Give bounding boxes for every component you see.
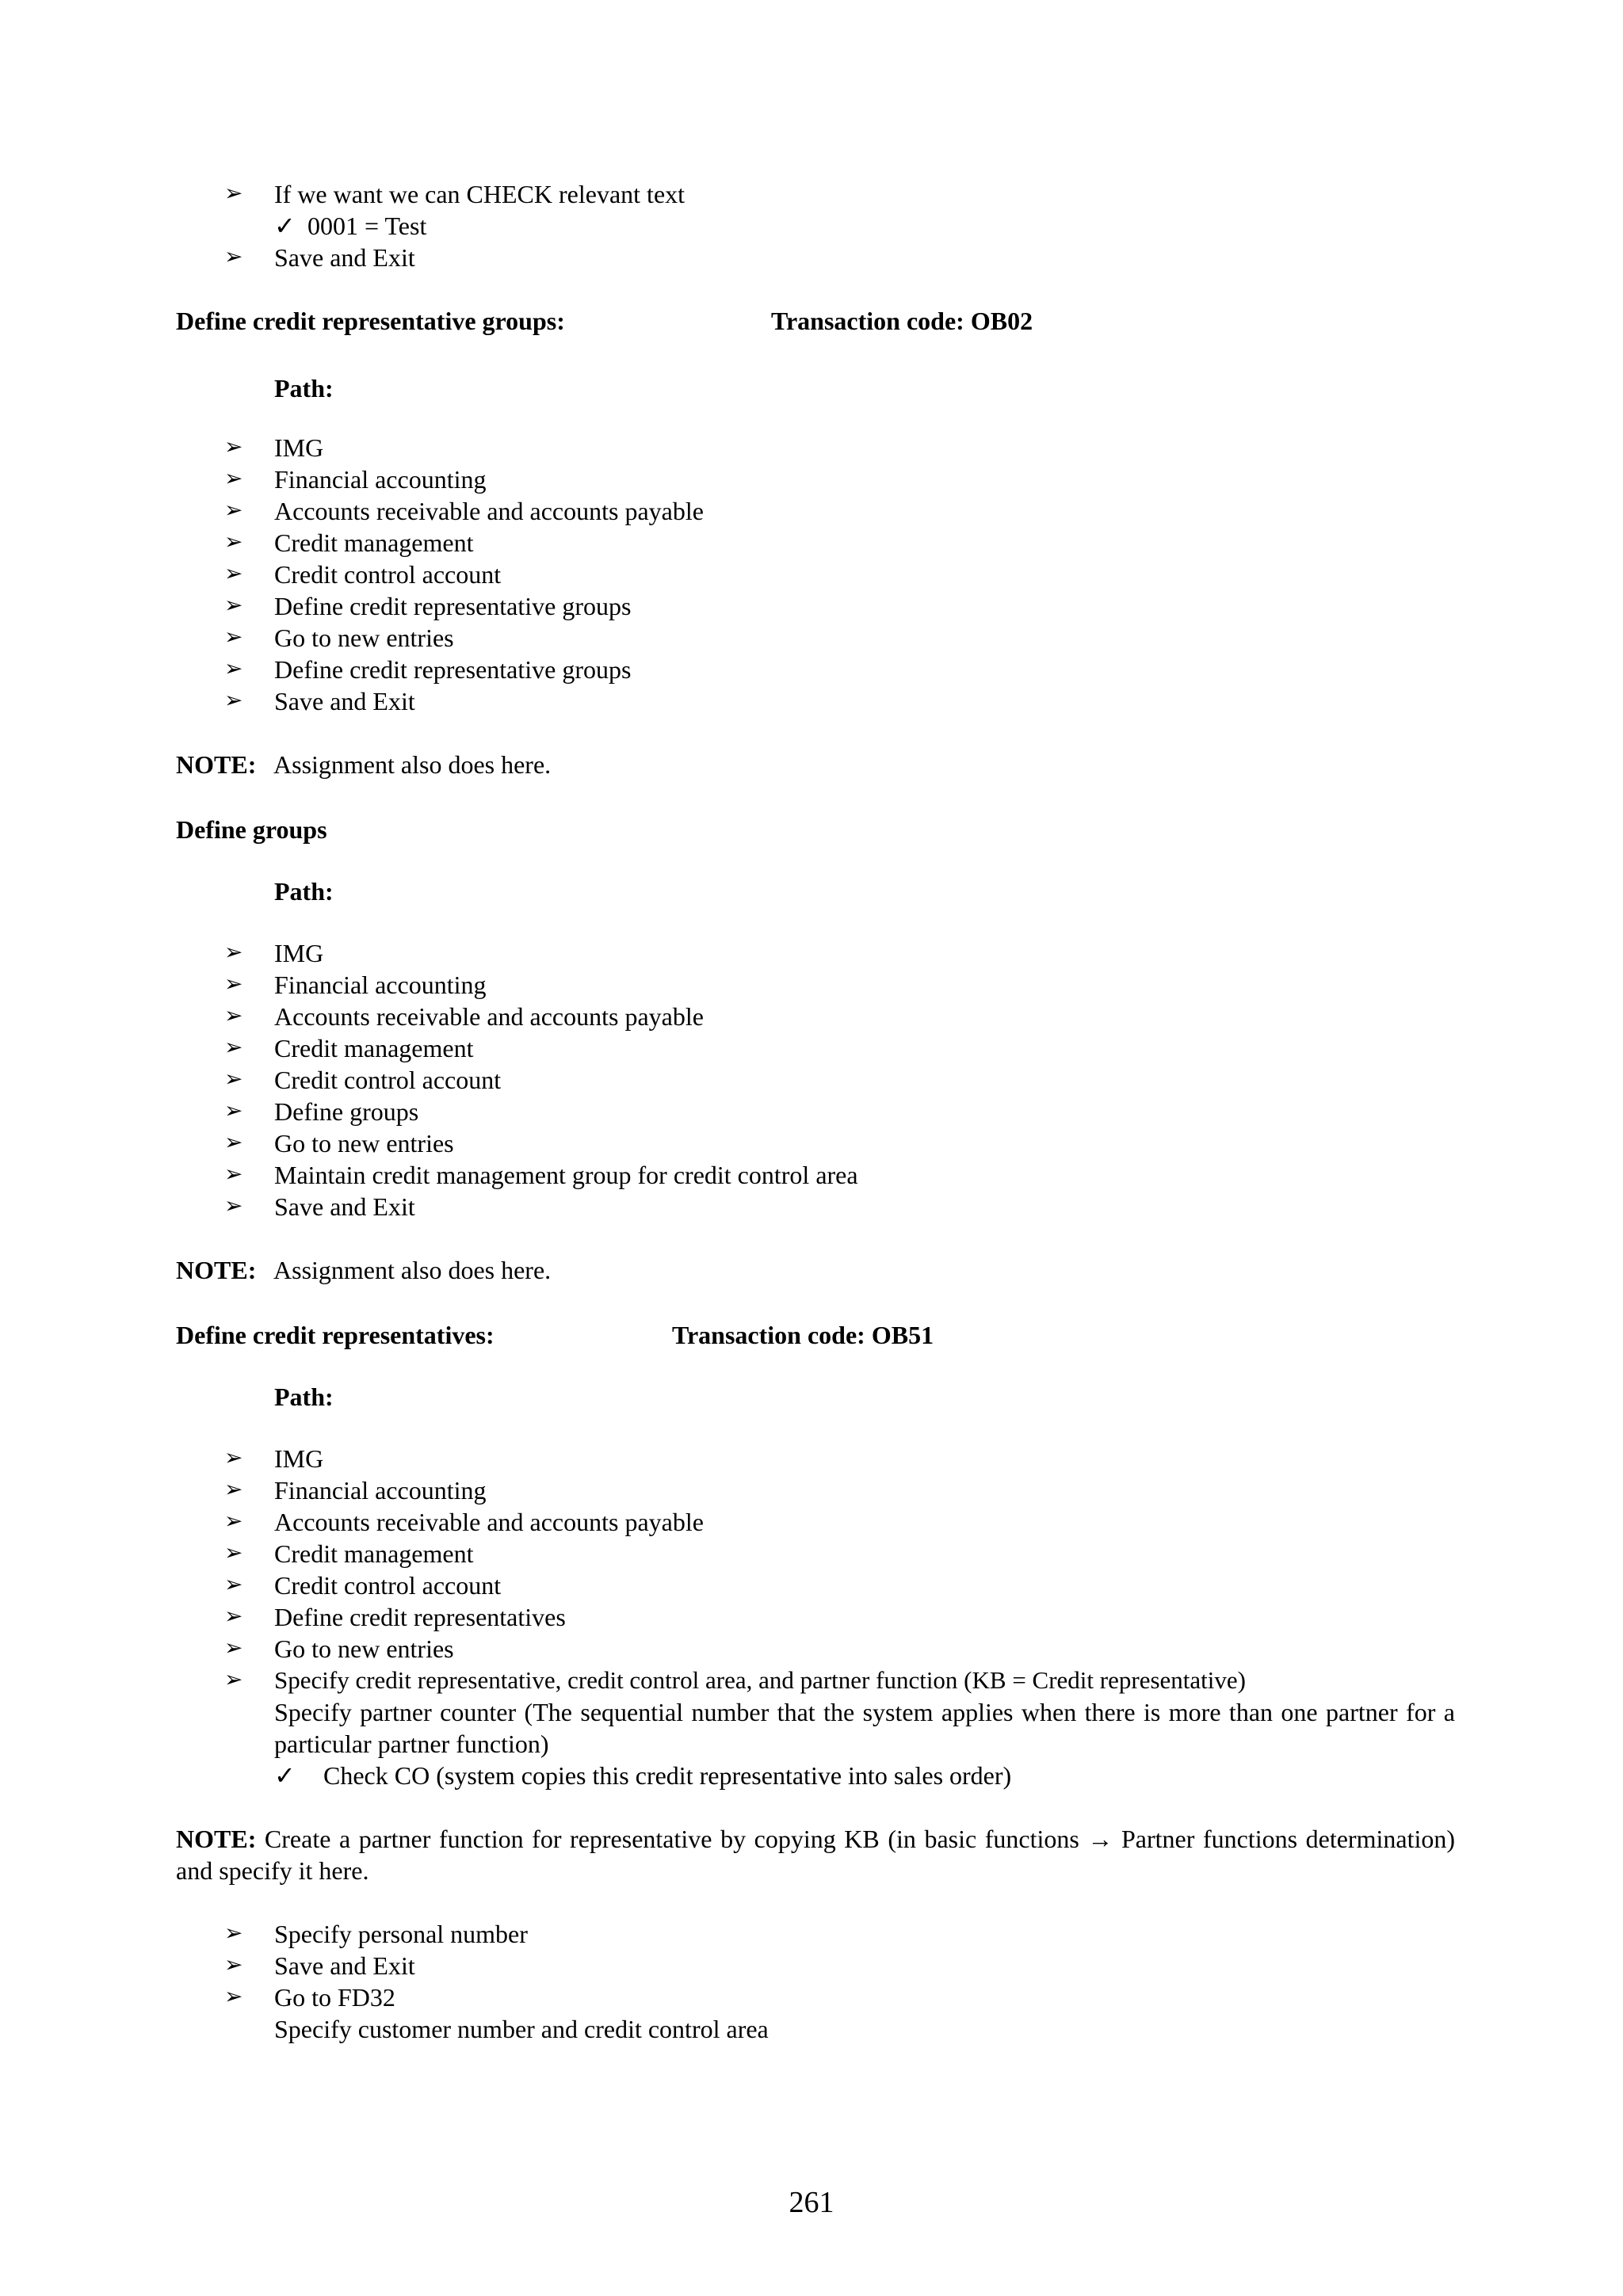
checkmark-icon: ✓ — [274, 1761, 296, 1790]
arrowhead-bullet-icon: ➢ — [224, 1541, 243, 1566]
check-item: 0001 = Test — [307, 212, 427, 240]
list-item: IMG — [274, 1444, 324, 1473]
note-label: NOTE: — [176, 1256, 257, 1284]
arrowhead-bullet-icon: ➢ — [224, 1446, 243, 1470]
list-item: Financial accounting — [274, 465, 487, 494]
arrowhead-bullet-icon: ➢ — [224, 657, 243, 681]
arrowhead-bullet-icon: ➢ — [224, 1099, 243, 1123]
arrowhead-bullet-icon: ➢ — [224, 688, 243, 713]
list-item: If we want we can CHECK relevant text — [274, 180, 685, 208]
arrowhead-bullet-icon: ➢ — [224, 1162, 243, 1187]
list-item: Credit management — [274, 1034, 474, 1062]
section-heading: Define credit representative groups: — [176, 307, 565, 335]
list-item: Go to new entries — [274, 1129, 454, 1158]
list-item: Accounts receivable and accounts payable — [274, 1002, 704, 1031]
list-item: Credit management — [274, 528, 474, 557]
arrowhead-bullet-icon: ➢ — [224, 181, 243, 206]
note-text: Assignment also does here. — [273, 1256, 552, 1284]
arrowhead-bullet-icon: ➢ — [224, 625, 243, 650]
list-item: Go to new entries — [274, 1634, 454, 1663]
list-item: Go to new entries — [274, 624, 454, 652]
arrowhead-bullet-icon: ➢ — [224, 1131, 243, 1155]
list-item: Save and Exit — [274, 1951, 415, 1980]
list-item: Define credit representative groups — [274, 592, 632, 620]
list-item: Maintain credit management group for credit control area — [274, 1161, 858, 1189]
list-item: Credit control account — [274, 1066, 502, 1094]
list-item: IMG — [274, 939, 324, 967]
section-heading: Define groups — [176, 815, 327, 844]
list-item: Define credit representative groups — [274, 655, 632, 684]
list-item: Accounts receivable and accounts payable — [274, 497, 704, 525]
path-label: Path: — [274, 374, 334, 402]
arrowhead-bullet-icon: ➢ — [224, 1636, 243, 1661]
arrowhead-bullet-icon: ➢ — [224, 245, 243, 269]
list-item: Define groups — [274, 1097, 419, 1126]
continuation-line: Specify customer number and credit control area — [274, 2015, 769, 2043]
arrowhead-bullet-icon: ➢ — [224, 1194, 243, 1219]
list-item: Financial accounting — [274, 971, 487, 999]
arrowhead-bullet-icon: ➢ — [224, 1509, 243, 1534]
list-item: Credit management — [274, 1539, 474, 1568]
list-item: IMG — [274, 433, 324, 462]
arrowhead-bullet-icon: ➢ — [224, 1004, 243, 1028]
note-text: Assignment also does here. — [273, 750, 552, 779]
arrowhead-bullet-icon: ➢ — [224, 1604, 243, 1629]
arrowhead-bullet-icon: ➢ — [224, 1478, 243, 1502]
list-item: Specify credit representative, credit control area, and partner function (KB = Credit representative) — [274, 1666, 1246, 1694]
list-item: Specify personal number — [274, 1920, 528, 1948]
checkmark-icon: ✓ — [274, 212, 296, 240]
list-item: Credit control account — [274, 560, 502, 589]
check-item: Check CO (system copies this credit representative into sales order) — [323, 1761, 1012, 1790]
list-item: Accounts receivable and accounts payable — [274, 1508, 704, 1536]
arrowhead-bullet-icon: ➢ — [224, 467, 243, 491]
arrowhead-bullet-icon: ➢ — [224, 1067, 243, 1092]
list-item: Save and Exit — [274, 1192, 415, 1221]
arrowhead-bullet-icon: ➢ — [224, 940, 243, 965]
section-heading: Define credit representatives: — [176, 1321, 495, 1349]
list-item: Credit control account — [274, 1571, 502, 1600]
note-paragraph — [176, 1823, 1455, 1886]
list-item: Save and Exit — [274, 243, 415, 272]
list-item: Define credit representatives — [274, 1603, 566, 1631]
path-label: Path: — [274, 877, 334, 906]
arrowhead-bullet-icon: ➢ — [224, 972, 243, 997]
arrowhead-bullet-icon: ➢ — [224, 1035, 243, 1060]
transaction-code: Transaction code: OB02 — [771, 307, 1033, 335]
note-text: Create a partner function for representative by copying KB (in basic functions → Partner functions determination) and specify it here. — [176, 1825, 1456, 1885]
arrowhead-bullet-icon: ➢ — [224, 1921, 243, 1946]
transaction-code: Transaction code: OB51 — [672, 1321, 934, 1349]
arrowhead-bullet-icon: ➢ — [224, 1573, 243, 1597]
note-label: NOTE: — [176, 1825, 257, 1853]
list-item: Save and Exit — [274, 687, 415, 715]
path-label: Path: — [274, 1383, 334, 1411]
arrowhead-bullet-icon: ➢ — [224, 1668, 243, 1692]
page-number: 261 — [789, 2186, 834, 2219]
note-label: NOTE: — [176, 750, 257, 779]
arrowhead-bullet-icon: ➢ — [224, 530, 243, 555]
arrowhead-bullet-icon: ➢ — [224, 562, 243, 586]
list-item: Financial accounting — [274, 1476, 487, 1505]
arrowhead-bullet-icon: ➢ — [224, 498, 243, 523]
arrowhead-bullet-icon: ➢ — [224, 1953, 243, 1978]
arrowhead-bullet-icon: ➢ — [224, 1985, 243, 2009]
list-item: Go to FD32 — [274, 1983, 395, 2012]
partner-counter-paragraph: Specify partner counter (The sequential number that the system applies when there is more than one partner for a particular partner function) — [274, 1698, 1455, 1758]
arrowhead-bullet-icon: ➢ — [224, 593, 243, 618]
arrowhead-bullet-icon: ➢ — [224, 435, 243, 460]
